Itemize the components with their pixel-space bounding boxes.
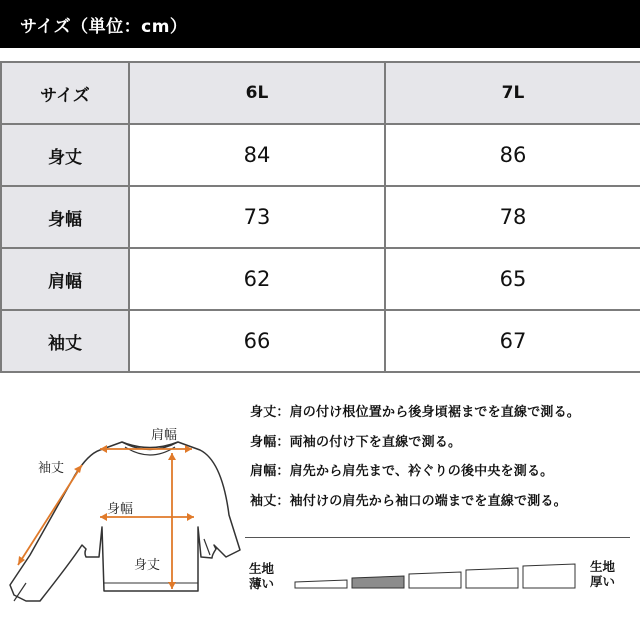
table-cell: 84 (129, 124, 385, 186)
thick-label: 生地 厚い (590, 559, 616, 589)
length-label: 身丈 (134, 558, 161, 573)
header-title: サイズ（単位：cm） (20, 16, 188, 37)
thickness-level-bar (409, 572, 461, 588)
table-cell: 67 (385, 310, 640, 372)
column-header: 7L (385, 62, 640, 124)
table-cell: 78 (385, 186, 640, 248)
table-row (1, 186, 640, 248)
size-table (0, 61, 640, 373)
table-cell: 66 (129, 310, 385, 372)
column-header: 6L (129, 62, 385, 124)
table-header-row (1, 62, 640, 124)
measurement-definitions (250, 404, 635, 522)
row-label: 肩幅 (1, 248, 129, 310)
page-header (0, 0, 640, 48)
row-label: 袖丈 (1, 310, 129, 372)
fabric-thickness-scale (245, 540, 630, 640)
definition-item: 肩幅：肩先から肩先まで、衿ぐりの後中央を測る。 (250, 464, 554, 479)
definition-item: 身幅：両袖の付け下を直線で測る。 (250, 434, 462, 450)
thickness-level-bar (295, 580, 347, 588)
row-label: 身丈 (1, 124, 129, 186)
table-cell: 62 (129, 248, 385, 310)
table-cell: 73 (129, 186, 385, 248)
thickness-level-bar (352, 576, 404, 588)
width-label: 身幅 (107, 502, 134, 517)
table-row (1, 124, 640, 186)
table-cell: 86 (385, 124, 640, 186)
table-cell: 65 (385, 248, 640, 310)
garment-diagram (0, 405, 250, 640)
definition-item: 身丈：肩の付け根位置から後身頃裾までを直線で測る。 (250, 405, 581, 420)
thickness-level-bar (523, 564, 575, 588)
thin-label: 生地 薄い (249, 561, 275, 591)
sleeve-label: 袖丈 (38, 461, 65, 476)
shoulder-label: 肩幅 (151, 428, 178, 443)
table-row (1, 310, 640, 372)
row-label: 身幅 (1, 186, 129, 248)
column-header: サイズ (1, 62, 129, 124)
thickness-level-bar (466, 568, 518, 588)
thickness-bars (293, 562, 583, 592)
shirt-illustration (0, 405, 250, 640)
table-row (1, 248, 640, 310)
definition-item: 袖丈：袖付けの肩先から袖口の端までを直線で測る。 (250, 493, 567, 509)
divider (245, 537, 630, 538)
